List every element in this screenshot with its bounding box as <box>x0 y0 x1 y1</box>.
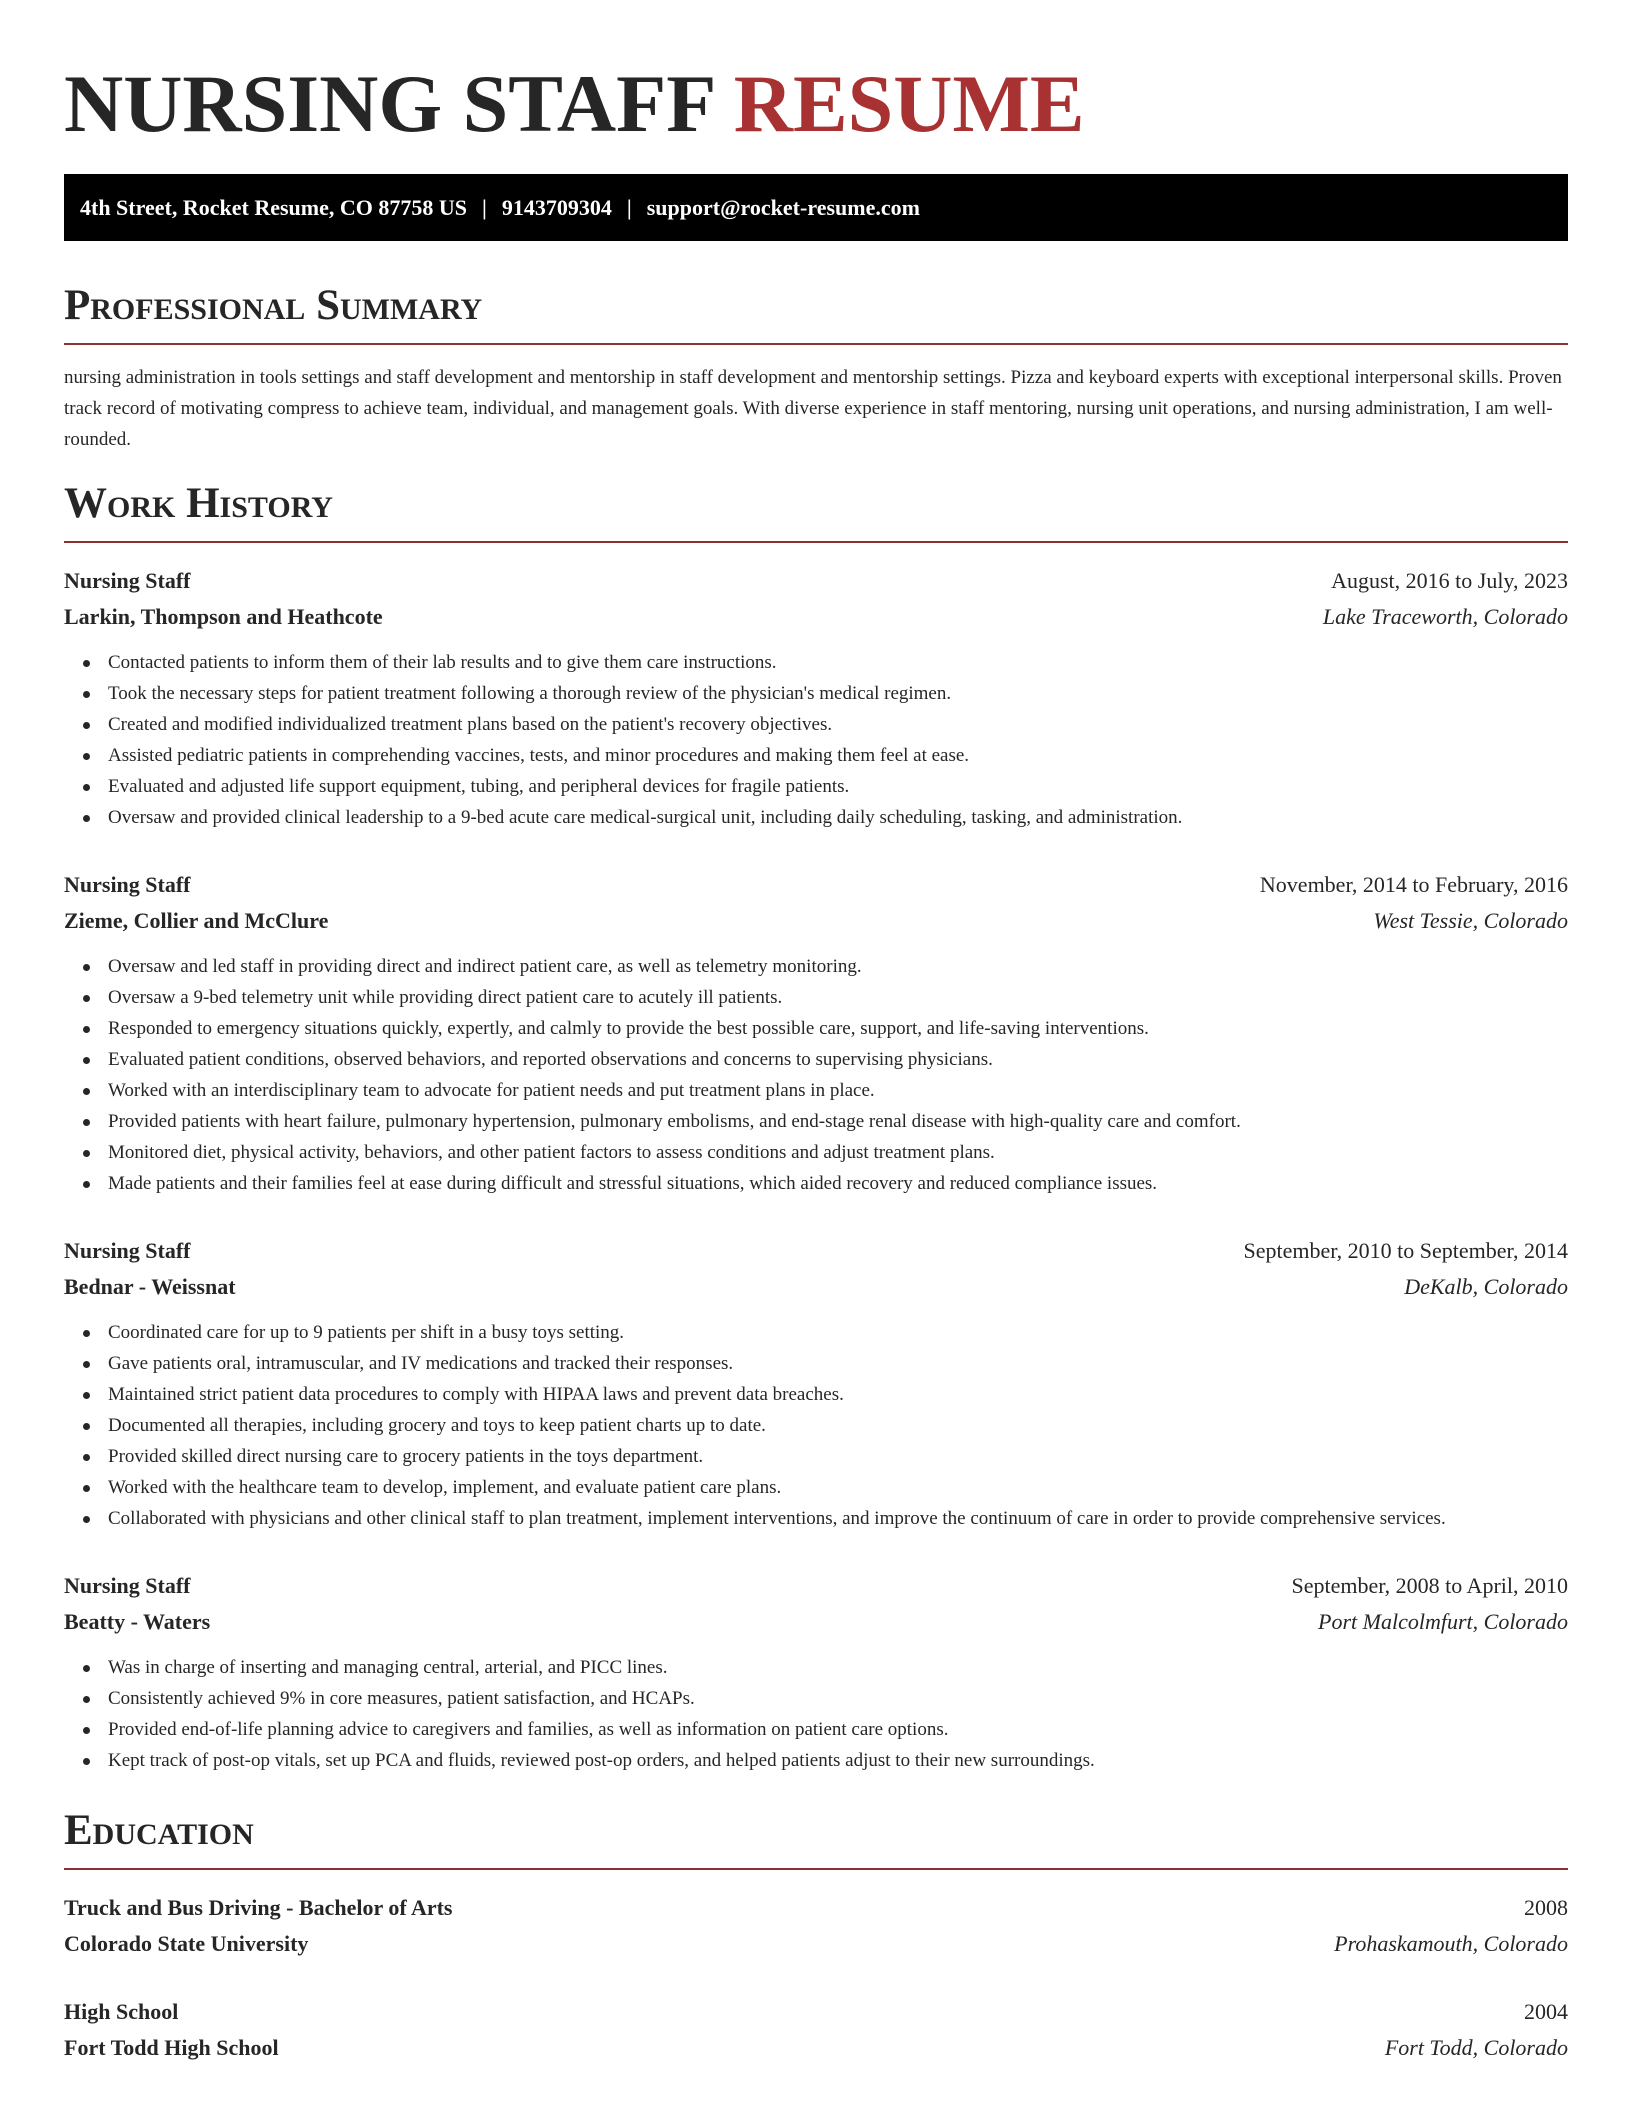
job-bullet: Responded to emergency situations quickly, expertly, and calmly to provide the best possible care, support, and life-saving interventions. <box>108 1013 1568 1044</box>
job-bullet: Provided end-of-life planning advice to caregivers and families, as well as information on patient care options. <box>108 1714 1568 1745</box>
section-heading-education: Education <box>64 1806 1568 1870</box>
contact-bar <box>64 174 1568 241</box>
contact-email[interactable]: support@rocket-resume.com <box>646 195 920 220</box>
job-bullet: Evaluated patient conditions, observed behaviors, and reported observations and concerns to supervising physicians. <box>108 1044 1568 1075</box>
job-role: Nursing Staff <box>64 1238 191 1263</box>
education-location: Fort Todd, Colorado <box>1384 2035 1568 2060</box>
contact-address: 4th Street, Rocket Resume, CO 87758 US <box>80 195 467 220</box>
job-bullet: Created and modified individualized treatment plans based on the patient's recovery objectives. <box>108 709 1568 740</box>
section-heading-work: Work History <box>64 479 1568 543</box>
resume-title <box>64 56 1568 152</box>
professional-summary-section <box>64 281 1568 455</box>
job-role: Nursing Staff <box>64 568 191 593</box>
job-dates: November, 2014 to February, 2016 <box>1259 872 1568 897</box>
job-bullet: Coordinated care for up to 9 patients per shift in a busy toys setting. <box>108 1317 1568 1348</box>
job-role: Nursing Staff <box>64 872 191 897</box>
job-bullet: Worked with the healthcare team to develop, implement, and evaluate patient care plans. <box>108 1472 1568 1503</box>
job-entry <box>64 1568 1568 1776</box>
job-company-row <box>64 1604 1568 1640</box>
job-bullet: Provided patients with heart failure, pulmonary hypertension, pulmonary embolisms, and end-stage renal disease with high-quality care and comfort. <box>108 1106 1568 1137</box>
summary-text: nursing administration in tools settings and staff development and mentorship in staff development and mentorship settings. Pizza and keyboard experts with exceptional interpersonal skills. Proven track record of motivating compress to achieve team, individual, and management goals. With diverse experience in staff mentoring, nursing unit operations, and nursing administration, I am well-rounded. <box>64 367 1562 450</box>
education-section <box>64 1806 1568 2066</box>
education-degree-row <box>64 1890 1568 1926</box>
resume-page <box>64 0 1568 2066</box>
resume-title-accent: RESUME <box>733 58 1085 149</box>
job-location: DeKalb, Colorado <box>1404 1274 1568 1299</box>
contact-phone: 9143709304 <box>501 195 612 220</box>
job-header-row <box>64 563 1568 599</box>
education-degree: High School <box>64 1999 179 2024</box>
education-school-row <box>64 1926 1568 1962</box>
education-location: Prohaskamouth, Colorado <box>1334 1931 1568 1956</box>
job-header-row <box>64 1233 1568 1269</box>
job-company-row <box>64 903 1568 939</box>
job-location: Lake Traceworth, Colorado <box>1322 604 1568 629</box>
education-school: Colorado State University <box>64 1931 309 1956</box>
job-bullet: Was in charge of inserting and managing central, arterial, and PICC lines. <box>108 1652 1568 1683</box>
work-history-section <box>64 479 1568 1776</box>
job-header-row <box>64 867 1568 903</box>
job-bullet: Monitored diet, physical activity, behaviors, and other patient factors to assess conditions and adjust treatment plans. <box>108 1137 1568 1168</box>
job-bullet: Provided skilled direct nursing care to grocery patients in the toys department. <box>108 1441 1568 1472</box>
job-bullets <box>64 1652 1568 1776</box>
job-bullet: Took the necessary steps for patient treatment following a thorough review of the physician's medical regimen. <box>108 678 1568 709</box>
contact-separator: | <box>482 195 487 220</box>
job-bullet: Gave patients oral, intramuscular, and IV medications and tracked their responses. <box>108 1348 1568 1379</box>
job-bullet: Oversaw and provided clinical leadership to a 9-bed acute care medical-surgical unit, including daily scheduling, tasking, and administration. <box>108 802 1568 833</box>
education-year: 2004 <box>1524 1999 1568 2024</box>
education-school-row <box>64 2030 1568 2066</box>
job-bullet: Worked with an interdisciplinary team to advocate for patient needs and put treatment plans in place. <box>108 1075 1568 1106</box>
job-bullets <box>64 951 1568 1199</box>
contact-separator: | <box>626 195 632 220</box>
job-company-row <box>64 1269 1568 1305</box>
education-school: Fort Todd High School <box>64 2035 279 2060</box>
job-bullet: Documented all therapies, including grocery and toys to keep patient charts up to date. <box>108 1410 1568 1441</box>
job-entry <box>64 563 1568 833</box>
job-bullet: Made patients and their families feel at ease during difficult and stressful situations, which aided recovery and reduced compliance issues. <box>108 1168 1568 1199</box>
job-dates: September, 2008 to April, 2010 <box>1291 1573 1568 1598</box>
job-bullet: Evaluated and adjusted life support equipment, tubing, and peripheral devices for fragile patients. <box>108 771 1568 802</box>
job-company: Zieme, Collier and McClure <box>64 908 329 933</box>
education-degree: Truck and Bus Driving - Bachelor of Arts <box>64 1895 453 1920</box>
education-year: 2008 <box>1524 1895 1568 1920</box>
job-company: Beatty - Waters <box>64 1609 211 1634</box>
education-entry <box>64 1890 1568 1962</box>
job-bullet: Maintained strict patient data procedures to comply with HIPAA laws and prevent data breaches. <box>108 1379 1568 1410</box>
job-company-row <box>64 599 1568 635</box>
job-bullets <box>64 1317 1568 1534</box>
job-bullet: Assisted pediatric patients in comprehending vaccines, tests, and minor procedures and making them feel at ease. <box>108 740 1568 771</box>
resume-title-main: NURSING STAFF <box>64 58 714 149</box>
job-header-row <box>64 1568 1568 1604</box>
education-degree-row <box>64 1994 1568 2030</box>
job-company: Larkin, Thompson and Heathcote <box>64 604 383 629</box>
job-location: Port Malcolmfurt, Colorado <box>1318 1609 1568 1634</box>
job-dates: September, 2010 to September, 2014 <box>1243 1238 1568 1263</box>
education-entry <box>64 1994 1568 2066</box>
section-heading-summary: Professional Summary <box>64 281 1568 345</box>
job-dates: August, 2016 to July, 2023 <box>1331 568 1568 593</box>
job-role: Nursing Staff <box>64 1573 191 1598</box>
job-entry <box>64 867 1568 1199</box>
job-bullet: Oversaw a 9-bed telemetry unit while providing direct patient care to acutely ill patients. <box>108 982 1568 1013</box>
job-entry <box>64 1233 1568 1534</box>
job-bullet: Consistently achieved 9% in core measures, patient satisfaction, and HCAPs. <box>108 1683 1568 1714</box>
job-company: Bednar - Weissnat <box>64 1274 236 1299</box>
job-location: West Tessie, Colorado <box>1373 908 1568 933</box>
job-bullet: Kept track of post-op vitals, set up PCA and fluids, reviewed post-op orders, and helped patients adjust to their new surroundings. <box>108 1745 1568 1776</box>
job-bullet: Oversaw and led staff in providing direct and indirect patient care, as well as telemetry monitoring. <box>108 951 1568 982</box>
job-bullets <box>64 647 1568 833</box>
job-bullet: Collaborated with physicians and other clinical staff to plan treatment, implement interventions, and improve the continuum of care in order to provide comprehensive services. <box>108 1503 1568 1534</box>
job-bullet: Contacted patients to inform them of their lab results and to give them care instructions. <box>108 647 1568 678</box>
